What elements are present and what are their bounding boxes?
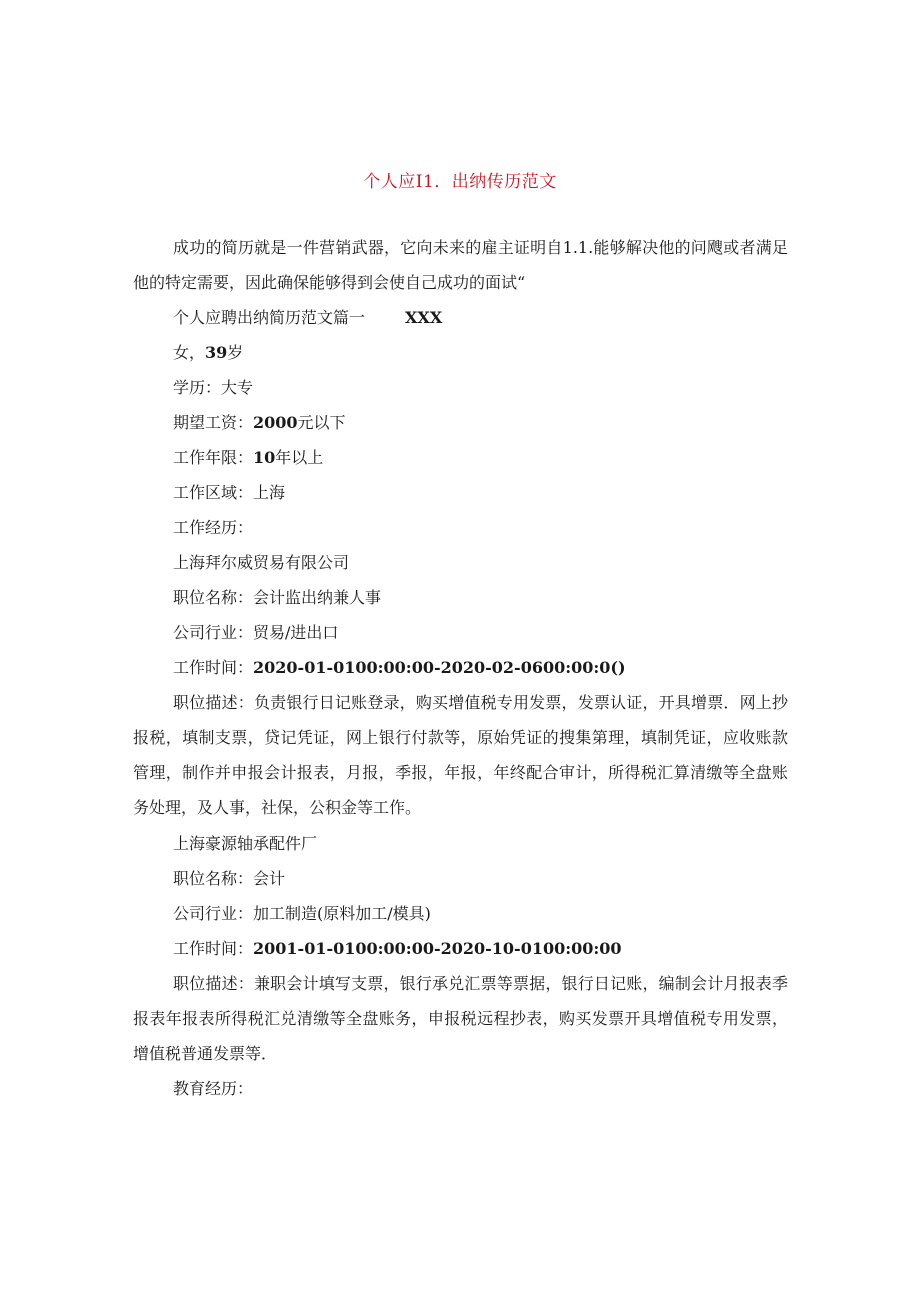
job1-position: 职位名称：会计监出纳兼人事: [173, 588, 382, 607]
job1-company: 上海拜尔威贸易有限公司: [173, 553, 350, 572]
job2-time-value: 2001-01-0100:00:00-2020-10-0100:00:00: [253, 939, 622, 958]
years-value: 10: [253, 448, 276, 467]
heading-label: 个人应聘出纳简历范文篇一: [173, 308, 366, 327]
job1-time-label: 工作时间：: [173, 658, 254, 677]
experience-label: 工作经历：: [173, 518, 254, 537]
job2-industry: 公司行业：加工制造(原料加工/模具): [173, 904, 431, 923]
document-title: 个人应I1．出纳传历范文: [363, 172, 557, 192]
salary-unit: 元以下: [297, 413, 346, 432]
gender-age: [173, 343, 243, 363]
candidate-name: XXX: [405, 308, 443, 327]
job2-description: 职位描述：兼职会计填写支票，银行承兑汇票等票据，银行日记账，编制会计月报表季报表年报表所得税汇兑清缴等全盘账务，申报税远程抄表，购买发票开具增值税专用发票，增值税普通发票等．: [133, 974, 788, 1063]
job1-description: 职位描述：负责银行日记账登录，购买增值税专用发票，发票认证，开具增票．网上抄报税，填制支票，贷记凭证，网上银行付款等，原始凭证的搜集第理，填制凭证，应收账款管理，制作并申报会计报表，月报，季报，年报，年终配合审计，所得税汇算清缴等全盘账务处理，及人事，社保，公积金等工作。: [133, 693, 788, 817]
job1-time-value: 2020-01-0100:00:00-2020-02-0600:00:0(): [253, 658, 626, 677]
salary-value: 2000: [253, 413, 298, 432]
work-area: 工作区域：上海: [173, 483, 286, 502]
education-history-label: 教育经历：: [173, 1079, 254, 1098]
years-unit: 年以上: [275, 448, 324, 467]
job2-position: 职位名称：会计: [173, 869, 286, 888]
job1-time: [173, 658, 626, 678]
education-level: 学历：大专: [173, 378, 254, 397]
intro-paragraph: 成功的简历就是一件营销武器，它向未来的雇主证明自1.1.能够解决他的问飕或者满足他的特定需要，因此确保能够得到会使自己成功的面试“: [133, 238, 788, 292]
age-unit: 岁: [227, 343, 244, 362]
age-value: 39: [205, 343, 228, 362]
job2-company: 上海豪源轴承配件厂: [173, 834, 318, 853]
work-years: [173, 448, 323, 468]
years-label: 工作年限：: [173, 448, 254, 467]
job2-time: [173, 939, 622, 959]
resume-heading: [173, 308, 442, 328]
expected-salary: [173, 413, 346, 433]
job1-industry: 公司行业：贸易/进出口: [173, 623, 339, 642]
job2-time-label: 工作时间：: [173, 939, 254, 958]
gender-label: 女，: [173, 343, 206, 362]
salary-label: 期望工资：: [173, 413, 254, 432]
